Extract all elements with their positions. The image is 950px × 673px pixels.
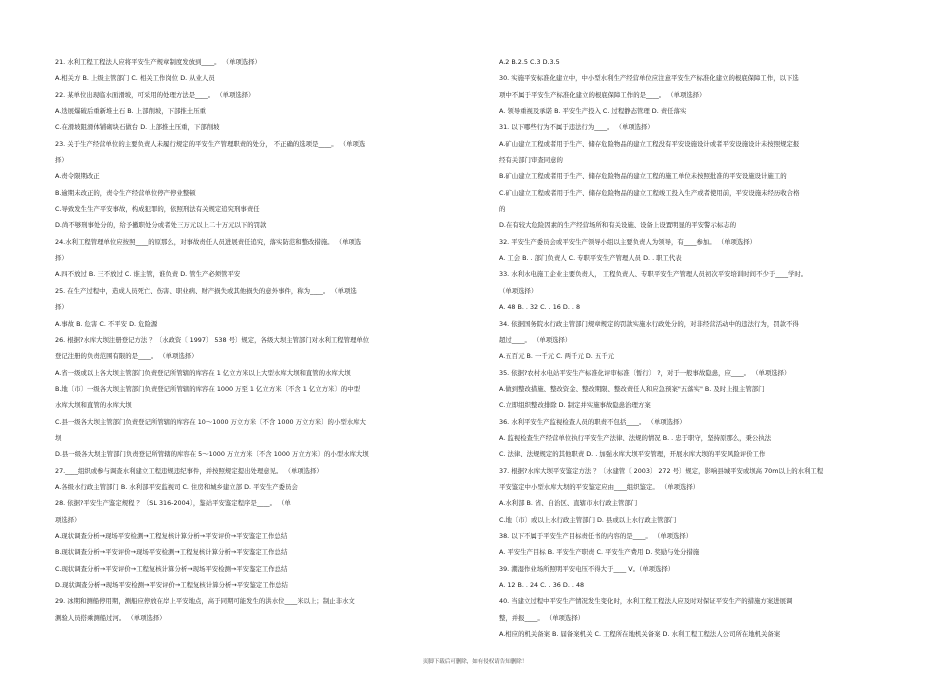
- text-line: A.做到整改措施、整改资金、整改期限、整改责任人和应急预案"五落实" B. 及时上报主管部门: [499, 384, 765, 393]
- text-line: C.地〔市〕或以上水行政主管部门 D. 县或以上水行政主管部门: [499, 515, 677, 524]
- text-line: A.相关方 B. 上级主管部门 C. 相关工作岗位 D. 从业人员: [55, 74, 215, 83]
- text-line: D.现状调查分析→现场平安检测→平安评价→工程复核计算分析→平安鉴定工作总结: [55, 581, 288, 589]
- text-line: 登记注册的负责范围有限的是____。 （单项选择）: [55, 352, 198, 361]
- text-line: B.现状调查分析→平安评价→现场平安检测→工程复核计算分析→平安鉴定工作总结: [55, 548, 288, 557]
- text-line: 30. 实施平安标准化建立中，中小型水利生产经营单位应注意平安生产标准化建立的根底保障工作，以下选: [499, 74, 799, 83]
- text-line: 38. 以下不属于平安生产目标责任书的内容的是____。 （单项选择）: [499, 531, 693, 540]
- text-line: 择）: [55, 254, 68, 263]
- text-line: A.四不放过 B. 三不放过 C. 谁主管，谁负责 D. 管生产必须管平安: [55, 270, 241, 279]
- text-line: 28. 依据?平安生产鉴定规程 ？〔SL 316-2004〕，鉴站平安鉴定程序是____。 （单: [55, 499, 291, 508]
- text-line: 29. 冰期和测船停用期，测船应停放在岸上平安地点，高于同期可能发生的洪水位____米以上；制止非水文: [55, 597, 355, 606]
- text-line: 27.____组织或参与调查水利建立工程违规违纪事件，并按照规定提出处理意见。 （单项选择）: [55, 466, 323, 475]
- text-line: 经有关部门审查同意的: [499, 156, 563, 165]
- text-line: 34. 依据国务院水行政主管部门规章规定的罚款实施水行政处分的，对非经营活动中的违法行为，罚款不得: [499, 319, 799, 328]
- text-line: 水库大坝和直管的水库大坝: [55, 401, 132, 410]
- text-line: 测验人员搭乘测船过河。 （单项选择）: [55, 613, 166, 622]
- text-line: 22. 某单位出现临水面滑坡，可采用的处理方法是____。 （单项选择）: [55, 90, 255, 99]
- text-line: C.导致发生生产平安事故，构成犯罪的，依照刑法有关规定追究刑事责任: [55, 205, 260, 214]
- text-line: A. 平安生产目标 B. 平安生产职责 C. 平安生产费用 D. 奖励与处分措施: [499, 548, 700, 557]
- text-line: C. 法律、法规规定的其他职责 D. . 加强水库大坝平安管理，开展水库大坝的平安风险评价工作: [499, 450, 766, 459]
- text-line: 35. 依据?农村水电站平安生产标准化评审标准〔暂行〕 ?，对于一般事故隐患，应____。 （单项选择）: [499, 368, 791, 377]
- text-line: A.现状调查分析→现场平安检测→工程复核计算分析→平安评价→平安鉴定工作总结: [55, 531, 288, 540]
- text-line: 整，并报____。 （单项选择）: [499, 613, 585, 622]
- text-line: B.地〔市〕一级各大坝主管部门负责登记所管辖的库容在 1000 万至 1 亿立方米〔不含 1 亿立方米〕的中型: [55, 384, 361, 393]
- text-line: 24.水利工程管理单位应按照____的原那么，对事故责任人员进展责任追究，落实防范和整改措施。 （单项选: [55, 237, 362, 246]
- text-line: 坝: [55, 433, 62, 442]
- text-line: A. 工会 B. . 部门负责人 C. 专职平安生产管理人员 D. . 职工代表: [499, 254, 682, 263]
- text-line: A.责令限期改正: [55, 172, 100, 181]
- text-line: A.水利部 B. 省、自治区、直辖市水行政主管部门: [499, 499, 638, 508]
- text-line: A. 监视检查生产经营单位执行平安生产法律、法规的情况 B. . 忠于职守，坚持原那么，秉公执法: [499, 433, 772, 442]
- text-line: A.各级水行政主管部门 B. 水利部平安监视司 C. 住房和城乡建立部 D. 平安生产委员会: [55, 482, 298, 491]
- text-line: 21. 水利工程工程法人应将平安生产规章制度发放到____。 （单项选择）: [55, 58, 261, 66]
- text-line: A.矿山建立工程或者用于生产、储存危险物品的建立工程没有平安设施设计或者平安设施设计未按照规定报: [499, 139, 800, 148]
- text-line: A.省一级或以上各大坝主管部门负责登记所管辖的库容在 1 亿立方米以上大型水库大坝和直管的水库大坝: [55, 368, 351, 377]
- text-line: 33. 水利水电施工企业主要负责人， 工程负责人、专职平安生产管理人员初次平安培训时间不少于____学时。: [499, 270, 808, 279]
- text-line: A.2 B.2.5 C.3 D.3.5: [499, 58, 560, 66]
- text-line: C.现状调查分析→平安评价→工程复核计算分析→现场平安检测→平安鉴定工作总结: [55, 564, 288, 573]
- text-line: （单项选择）: [499, 286, 538, 295]
- text-line: A.迭展爆破后重新堆土石 B. 上部削坡，下部推土压重: [55, 107, 206, 116]
- text-line: 择）: [55, 303, 68, 312]
- text-line: B.逾期未改正的，责令生产经营单位停产停业整顿: [55, 188, 196, 197]
- text-line: 择）: [55, 156, 68, 165]
- text-line: 项中不属于平安生产标准化建立的根底保障工作的是____。 （单项选择）: [499, 90, 706, 99]
- text-line: A.事故 B. 危害 C. 不平安 D. 危险源: [55, 319, 158, 328]
- right-column: [499, 54, 909, 642]
- text-line: D.尚不够刑事处分的，给予撤职处分或者处三万元以上二十万元以下的罚款: [55, 221, 267, 230]
- text-line: 31. 以下哪些行为不属于违法行为____。 （单项选择）: [499, 123, 654, 132]
- left-column: [55, 54, 465, 626]
- text-line: 39. 潮湿作业场所照明平安电压不得大于____ V。（单项选择）: [499, 564, 675, 573]
- text-line: C.县一级各大坝主管部门负责登记所管辖的库容在 10～1000 万立方米〔不含 1000 万立方米〕的小型水库大: [55, 417, 366, 426]
- text-line: 26. 根据?水库大坝注册登记方法 ？〔水政资〔 1997〕 538 号〕规定，各级大坝主管部门对水利工程管理单位: [55, 335, 370, 344]
- text-line: 项选择）: [55, 515, 81, 524]
- text-line: C.矿山建立工程或者用于生产、储存危险物品的建立工程竣工投入生产或者使用前，平安设施未经历收合格: [499, 188, 800, 197]
- text-line: 40. 当建立过程中平安生产情况发生变化时，水利工程工程法人应及时对保证平安生产的措施方案进展调: [499, 597, 793, 606]
- text-line: A. 12 B. . 24 C. . 36 D. . 48: [499, 581, 585, 589]
- text-line: A. 领导重视及承诺 B. 平安生产投入 C. 过程静态管理 D. 责任落实: [499, 107, 687, 116]
- text-line: C.在滑坡阻滑体铺砌块石做台 D. 上部推土压重，下部削坡: [55, 123, 220, 132]
- text-line: D.在有较大危险因素的生产经营场所和有关设施、设备上设置明显的平安警示标志的: [499, 221, 737, 230]
- text-line: 23. 关于生产经营单位的主要负责人未履行规定的平安生产管理职责的处分， 不正确的选项是____。 （单项选: [55, 139, 366, 148]
- text-line: 的: [499, 205, 506, 214]
- text-line: 25. 在生产过程中，造成人员死亡、伤害、职业病、财产损失或其他损失的意外事件，称为____。 （单项选: [55, 286, 357, 295]
- page-footer: 页脚下载后可删除，如有侵权请告知删除！: [422, 659, 528, 665]
- text-line: 超过____。 （单项选择）: [499, 335, 572, 344]
- text-line: 平安鉴定中小型水库大坝的平安鉴定应由____组织鉴定。 （单项选择）: [499, 482, 700, 491]
- text-line: C.立即组织整改排除 D. 制定并实施事故隐患治理方案: [499, 401, 651, 410]
- text-line: A.相应的机关备案 B. 届备案机关 C. 工程所在地机关备案 D. 水利工程工程法人公司所在地机关备案: [499, 630, 781, 639]
- text-line: 36. 水利平安生产监视检查人员的职责不包括____。 （单项选择）: [499, 417, 686, 426]
- text-line: 37. 根据?水库大坝平安鉴定方法 ？〔水建管〔 2003〕 272 号〕规定，影响县城平安或坝高 70m以上的水利工程: [499, 466, 824, 475]
- text-line: B.矿山建立工程或者用于生产、储存危险物品的建立工程的施工单位未按照批准的平安设施设计施工的: [499, 172, 787, 181]
- text-line: 32. 平安生产委员会或平安生产领导小组以主要负责人为领导，有____参加。 （单项选择）: [499, 237, 757, 246]
- text-line: A. 48 B. . 32 C. . 16 D. . 8: [499, 303, 581, 312]
- text-line: A.五百元 B. 一千元 C. 两千元 D. 五千元: [499, 352, 615, 361]
- text-line: D.县一级各大坝主管部门负责登记所管辖的库容在 5～1000 万立方米〔不含 1000 万立方米〕的小型水库大坝: [55, 450, 369, 459]
